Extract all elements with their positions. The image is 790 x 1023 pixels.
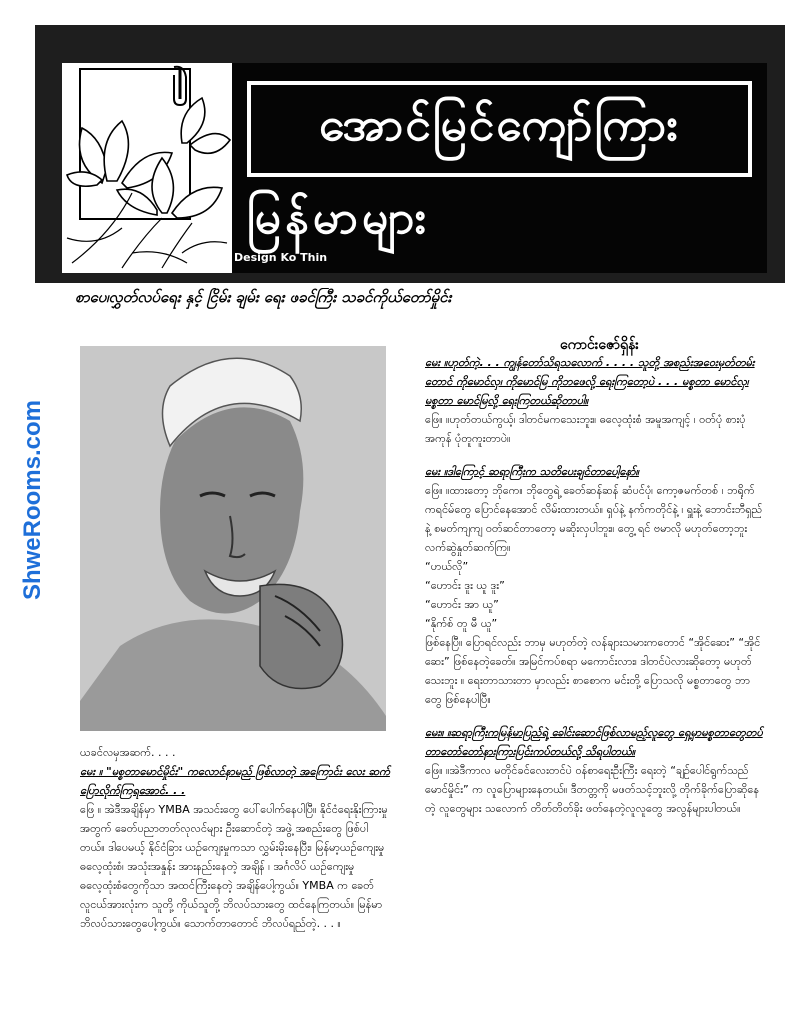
dialogue-line-1: “ဟယ်လို” [425, 560, 469, 573]
intro-text: ယခင်လမှအဆက်. . . . [80, 746, 176, 759]
answer-3: ဖြေ။ ။အဲဒီကာလ မတိုင်ခင်လေးတင်ပဲ ဝန်စာရေးဦးကြီး ရေးတဲ့ “ချဉ်ပေါင်ရွက်သည် မောင်မှိုင်း” က လူပြောများနေတယ်။ ဒီတတ္တကို မဖတ်သင့်ဘူးလို့ တိုက်ခိုက်ပြောဆိုနေတဲ့ လူတွေများ သလောက် တိတ်တိတ်ခိုး ဖတ်နေတဲ့လူလူတွေ အလွန်များပါတယ်။ [425, 764, 760, 815]
question-2: မေး ။ဒါကြောင့် ဆရာကြီးက သတိပေးချင်တာပေါ့နော်။ [425, 465, 639, 478]
right-column [425, 353, 765, 818]
dialogue-line-3: “ဟောင်း အာ ယူ” [425, 598, 499, 611]
dialogue-line-2: “ဟောင်း ဒူး ယူ ဒူး” [425, 579, 505, 592]
left-column [80, 743, 390, 933]
spacer [425, 709, 765, 723]
answer-2-continued: ဖြစ်နေပြီ။ ပြောရင်လည်း ဘာမှ မဟုတ်တဲ့ လန်ချားသမားကတောင် “အိုင်ဆေး” “အိုင်ဆေး” ဖြစ်နေတဲ့ခေတ်။ အမြင်ကပ်စရာ မကောင်းလား၊ ဒါတင်ပဲလားဆိုတော့ မဟုတ်သေးဘူး ။ ရေးတာသားတာ မှာလည်း စာစောက မင်းတို့ ပြောသလို မစ္စတာတွေ ဘာတွေ ဖြစ်နေပါပြီ။ [425, 636, 761, 706]
article-subtitle: စာပေ၊လွှတ်လပ်ရေး နှင့် ငြိမ်း ချမ်း ရေး ဖခင်ကြီး သခင်ကိုယ်တော်မှိုင်း [75, 288, 452, 306]
question-text: မေး ။ "မစ္စတာမောင်မှိုင်း" ကလောင်နာမည် ဖြစ်လာတဲ့ အကြောင်း လေး ဆက်ပြောလိုက်ကြရအောင်. . . [80, 765, 390, 797]
header-inner [62, 63, 767, 273]
watermark[interactable] [18, 350, 48, 650]
title-line-1: အောင်မြင်ကျော်ကြား [247, 81, 752, 177]
answer-text: ဖြေ ။ အဲဒီအချိန်မှာ YMBA အသင်းတွေ ပေါ်ပေါက်နေပါပြီ။ နိုင်ငံရေးနိုးကြားမှုအတွက် ခေတ်ပညာတတ်လုလင်များ ဦးဆောင်တဲ့ အဖွဲ့ အစည်းတွေ ဖြစ်ပါတယ်။ ဒါပေမယ့် နိုင်ငံခြား ယဉ်ကျေးမှုကသာ လွှမ်းမိုးနေပြီး၊ မြန်မာ့ယဉ်ကျေးမှု ဓလေ့ထုံးစံ၊ အသုံးအနှုန်း အားနည်းနေတဲ့ အချိန် ၊ အင်္ဂလိပ် ယဉ်ကျေးမှု ဓလေ့ထုံးစံတွေကိုသာ အထင်ကြီးနေတဲ့ အချိန်ပေါ့ကွယ်။ YMBA က ခေတ်လူငယ်အားလုံးက သူတို့ ကိုယ်သူတို့ ဘိလပ်သားတွေ ထင်နေကြတယ်။ မြန်မာ ဘိလပ်သားတွေပေါ့ကွယ်။ သောက်တာတောင် ဘိလပ်ရည်တဲ့. . . ။ [80, 803, 388, 930]
spacer [425, 448, 765, 462]
design-credit: Design Ko Thin [234, 251, 328, 264]
answer-1: ဖြေ။ ။ဟုတ်တယ်ကွယ့်၊ ဒါတင်မကသေးဘူး။ ဓလေ့ထုံးစံ အမူအကျင့် ၊ ဝတ်ပုံ စားပုံ အကုန် ပုံတူကူးတာပဲ။ [425, 413, 746, 445]
lotus-illustration [62, 63, 232, 273]
author-name: ကောင်းဇော်ရှိန်း [560, 337, 639, 353]
question-3: မေး။ ။ဆရာကြီးကမြန်မာပြည်ရဲ့ ခေါင်းဆောင်ဖြစ်လာမည့်လူတွေ ရှေ့မှာမစ္စတာတွေတပ်တာတော်တော်နားကြားပြင်းကပ်တယ်လို့ သိရပါတယ်။ [425, 726, 763, 758]
watermark-text[interactable]: ShweRooms.com [19, 399, 47, 601]
answer-2: ဖြေ။ ။ထားတော့ ဘိုကေ။ ဘိုတွေရဲ့ ခေတ်ဆန်ဆန် ဆံပင်ပုံ၊ ကော့ဇမက်တစ် ၊ ဘရိုက်ကရင်မ်တွေ ပြောင်နေအောင် လိမ်းထားတယ်။ ရှပ်နဲ့ နက်ကတိုင်နဲ့ ၊ ရှူးနဲ့ ဘောင်းဘီရှည်နဲ့ စမတ်ကျကျ ဝတ်ဆင်တာတော့ မဆိုးလှပါဘူး။ တွေ့ ရင် ဗမာလို မဟုတ်တော့ဘူး လက်ဆွဲနှုတ်ဆက်ကြ။ [425, 484, 763, 554]
portrait-image [80, 346, 386, 731]
dialogue-line-4: “နိုက်စ် တူ မီ ယူ” [425, 617, 498, 630]
title-line-2: မြန်မာများ [247, 189, 431, 244]
question-1: မေး ။ဟုတ်ကဲ့. . . ကျွန်တော်သိရသလောက် . . . . သူတို့ အစည်းအဝေးမှတ်တမ်းတောင် ကိုမောင်လှ၊ ကိုမောင်မြ ကိုဘဖေလို့ ရေးကြတော့ပဲ . . . မစ္စတာ မောင်လှ၊ မစ္စတာ မောင်မြလို့ ရေးကြတယ်ဆိုတာပါ။ [425, 356, 755, 407]
portrait-sketch-icon [80, 346, 386, 731]
lotus-drawing-icon [62, 63, 232, 273]
